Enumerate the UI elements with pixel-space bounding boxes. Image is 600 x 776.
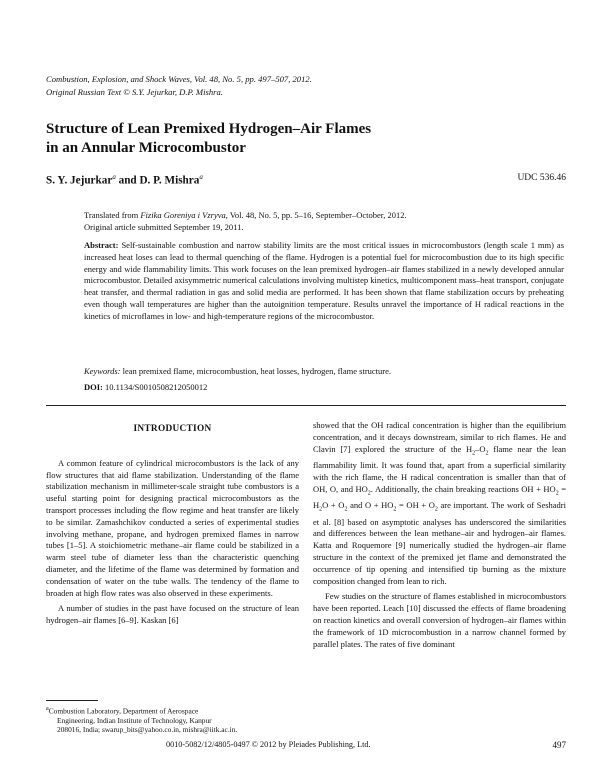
submission-date: Original article submitted September 19, 2011. [84, 221, 244, 232]
doi-link[interactable]: 10.1134/S0010508212050012 [105, 382, 208, 392]
udc-code: UDC 536.46 [517, 173, 566, 183]
abstract [84, 240, 564, 323]
keywords-label: Keywords: [84, 366, 121, 376]
translation-source: Fizika Goreniya i Vzryva [140, 210, 226, 220]
title-line-1: Structure of Lean Premixed Hydrogen–Air Flames [46, 121, 372, 137]
footnote-line-1: Combustion Laboratory, Department of Aerospace [48, 706, 199, 716]
footnote-line-2: Engineering, Indian Institute of Technology, Kanpur [57, 715, 212, 725]
page-number: 497 [552, 740, 566, 750]
intro-paragraph-3: Few studies on the structure of flames established in microcombustors have been reported. Leach [10] discussed the effects of flame broadening on reaction kinetics and overall conversion of hydrogen–air flames within the framework of 1D microcombustion in a narrow channel formed by parallel plates. The rates of five dominant [313, 591, 566, 649]
intro-paragraph-1: A common feature of cylindrical microcombustors is the lack of any flow structures that aid flame stabilization. Understanding of the flame stabilization mechanism in millimeter-scale straight tube combustors is a useful starting point for designing practical microcombustors as the transport processes including the flow regime and heat transfer are likely to be similar. Zamashchikov conducted a series of experimental studies involving methane, propane, and hydrogen premixed flames in narrow tubes [1–5]. A stoichiometric methane–air flame could be stabilized in a warm steel tube of diameter less than the characteristic quenching diameter, and the lifetime of the flame was determined by formation and condensation of water on the tube walls. The tendency of the flame to broaden at high flow rates was also observed in these experiments. [46, 457, 299, 598]
affiliation-footnote [46, 705, 299, 735]
author-1: S. Y. Jejurkar [46, 174, 113, 187]
abstract-text: Self-sustainable combustion and narrow stability limits are the most critical issues in microcombustors (length scale 1 mm) as increased heat loses can lead to thermal quenching of the flame. Hydrogen is a potential fuel for microcombustion due to its high specific energy and wide flammability limits. This work focuses on the lean premixed hydrogen–air flames stabilized in a newly developed annular microcombustor. Detailed axisymmetric numerical calculations involving multistep kinetics, multicomponent mass–heat transport, conjugate heat transfer, and thermal radiation in gas and solid media are performed. It has been shown that flame stabilization occurs by preheating even though wall temperatures are higher than the autoignition temperature. Results unravel the importance of H radical reactions in the kinetics of microflames in low- and high-temperature regions of the microcombustor. [84, 240, 565, 321]
translation-note [84, 210, 564, 234]
author-connector: and [115, 174, 140, 187]
introduction-heading: INTRODUCTION [133, 424, 212, 434]
translation-prefix: Translated from [84, 210, 141, 220]
affiliation-mark: a [112, 173, 116, 181]
keywords-text: lean premixed flame, microcombustion, heat losses, hydrogen, flame structure. [122, 366, 392, 376]
section-divider [46, 405, 566, 406]
journal-citation: Combustion, Explosion, and Shock Waves, Vol. 48, No. 5, pp. 497–507, 2012. [46, 74, 312, 84]
footnote-mark: a [46, 706, 49, 712]
intro-paragraph-continued: showed that the OH radical concentration is higher than the equilibrium concentration, and it decays downstream, similar to rich flames. He and Clavin [7] explored the structure of the $H_2-O_2$ flame near the lean flammability limit. It was found that, apart from a superficial similarity with the rich flame, the H radical concentration is smaller than that of OH, O, and $HO_2$. Additionally, the chain breaking reactions OH + $HO_2 = H_2O + O_2$ and $O + HO_2$ = OH + $O_2$ are important. The work of Seshadri et al. [8] based on asymptotic analyses has underscored the similarities and differences between the lean methane–air and hydrogen–air flames. Katta and Roquemore [9] numerically studied the hydrogen–air flame structure in the context of the premixed jet flame and demonstrated the occurrence of tip opening and intensified tip burning as the mixture composition changed from lean to rich. [313, 420, 567, 586]
author-2: D. P. Mishra [139, 174, 200, 187]
keywords [84, 366, 564, 378]
footnote-divider [46, 700, 98, 701]
paper-title [46, 120, 466, 157]
doi-label: DOI: [84, 382, 103, 392]
doi [84, 382, 564, 392]
original-text-note: Original Russian Text © S.Y. Jejurkar, D.P. Mishra. [46, 86, 223, 97]
issn-copyright: 0010-5082/12/4805-0497 © 2012 by Pleiades Publishing, Ltd. [166, 740, 371, 749]
intro-paragraph-2: A number of studies in the past have focused on the structure of lean hydrogen–air flames [6–9]. Kaskan [6] [46, 603, 299, 626]
author-list [46, 173, 203, 187]
affiliation-mark: a [199, 173, 203, 181]
left-column [46, 420, 299, 627]
title-line-2: in an Annular Microcombustor [46, 139, 246, 156]
abstract-label: Abstract: [84, 240, 119, 250]
right-column [313, 420, 566, 650]
translation-details: , Vol. 48, No. 5, pp. 5–16, September–October, 2012. [225, 210, 407, 220]
footnote-line-3: 208016, India; swarup_bits@yahoo.co.in, mishra@iitk.ac.in. [57, 725, 238, 735]
journal-header [46, 73, 566, 98]
